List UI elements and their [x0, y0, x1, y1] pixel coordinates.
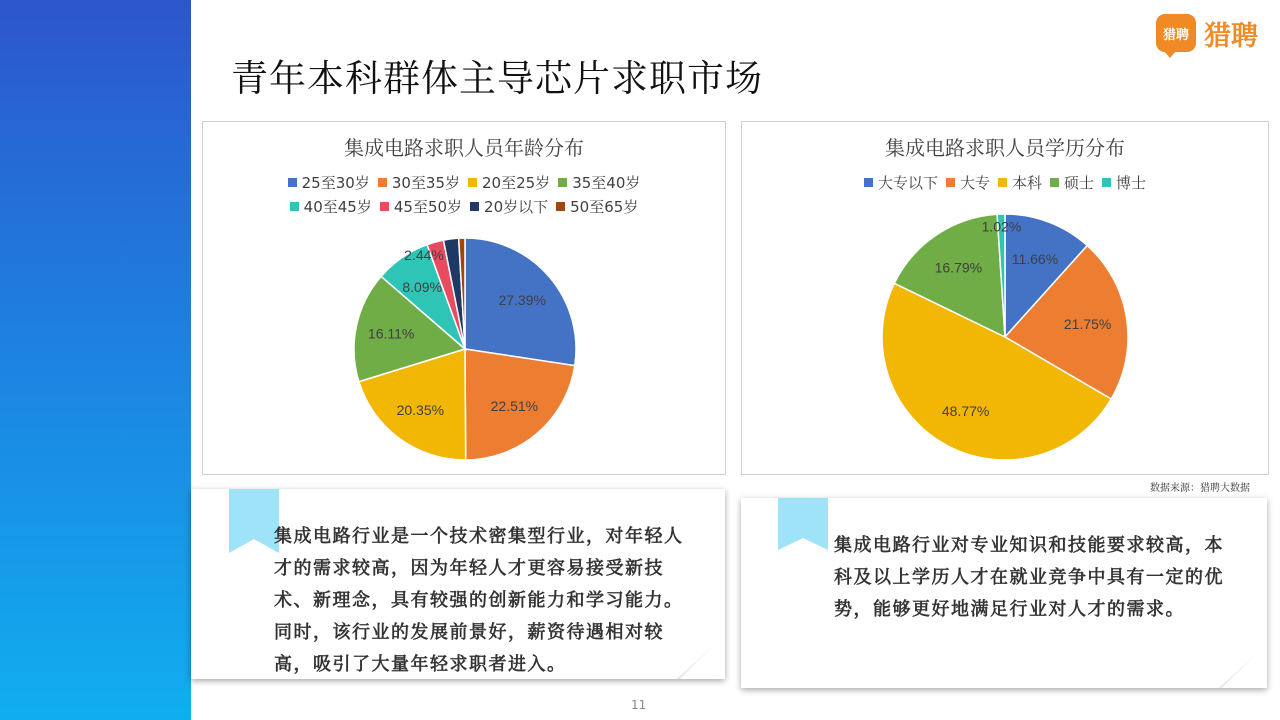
legend-label: 硕士 — [1064, 173, 1095, 192]
legend-label: 大专以下 — [877, 173, 938, 192]
age-distribution-chart — [202, 121, 726, 475]
legend-label: 40至45岁 — [303, 197, 372, 216]
page-title: 青年本科群体主导芯片求职市场 — [231, 57, 763, 100]
slice-data-label: 48.77% — [941, 402, 990, 419]
chart-title: 集成电路求职人员学历分布 — [885, 136, 1125, 160]
page-number: 11 — [631, 698, 647, 712]
slice-data-label: 2.44% — [404, 247, 444, 263]
card-text: 集成电路行业是一个技术密集型行业，对年轻人才的需求较高，因为年轻人才更容易接受新技术、新理念，具有较强的创新能力和学习能力。同时，该行业的发展前景好，薪资待遇相对较高，吸引了大量年轻求职者进入。 — [274, 526, 684, 675]
pie-chart — [203, 122, 725, 474]
legend-label: 本科 — [1011, 173, 1042, 192]
slice-data-label: 27.39% — [498, 291, 546, 308]
slice-data-label: 16.11% — [367, 325, 415, 342]
legend-label: 大专 — [959, 173, 990, 192]
legend-label: 25至30岁 — [301, 173, 370, 192]
bookmark-ribbon-icon — [778, 498, 828, 550]
legend-label: 35至40岁 — [572, 173, 641, 192]
slice-data-label: 22.51% — [490, 398, 539, 415]
logo-text: 猎聘 — [1204, 20, 1258, 52]
legend-label: 30至35岁 — [391, 173, 460, 192]
insight-card-education — [741, 498, 1267, 688]
legend-label: 50至65岁 — [570, 197, 639, 216]
pie-chart — [742, 122, 1268, 474]
slice-data-label: 1.02% — [981, 218, 1022, 235]
legend-label: 博士 — [1116, 173, 1147, 192]
page-curl-corner — [1219, 644, 1267, 688]
slice-data-label: 20.35% — [396, 401, 445, 418]
logo-icon: 猎聘 — [1156, 14, 1196, 52]
bookmark-ribbon-icon — [229, 489, 279, 553]
legend-label: 20岁以下 — [484, 197, 549, 216]
legend-label: 20至25岁 — [482, 173, 551, 192]
card-text: 集成电路行业对专业知识和技能要求较高，本科及以上学历人才在就业竞争中具有一定的优势，能够更好地满足行业对人才的需求。 — [834, 535, 1224, 620]
data-source-note: 数据来源：猎聘大数据 — [1150, 483, 1250, 494]
insight-card-age — [191, 489, 725, 679]
slice-data-label: 16.79% — [934, 259, 983, 276]
left-decorative-band — [0, 0, 191, 720]
slice-data-label: 21.75% — [1063, 316, 1112, 333]
legend-label: 45至50岁 — [393, 197, 463, 216]
slice-data-label: 8.09% — [402, 278, 443, 295]
chart-title: 集成电路求职人员年龄分布 — [344, 136, 584, 160]
education-distribution-chart — [741, 121, 1269, 475]
slice-data-label: 11.66% — [1011, 250, 1059, 267]
liepin-logo — [1156, 12, 1258, 54]
